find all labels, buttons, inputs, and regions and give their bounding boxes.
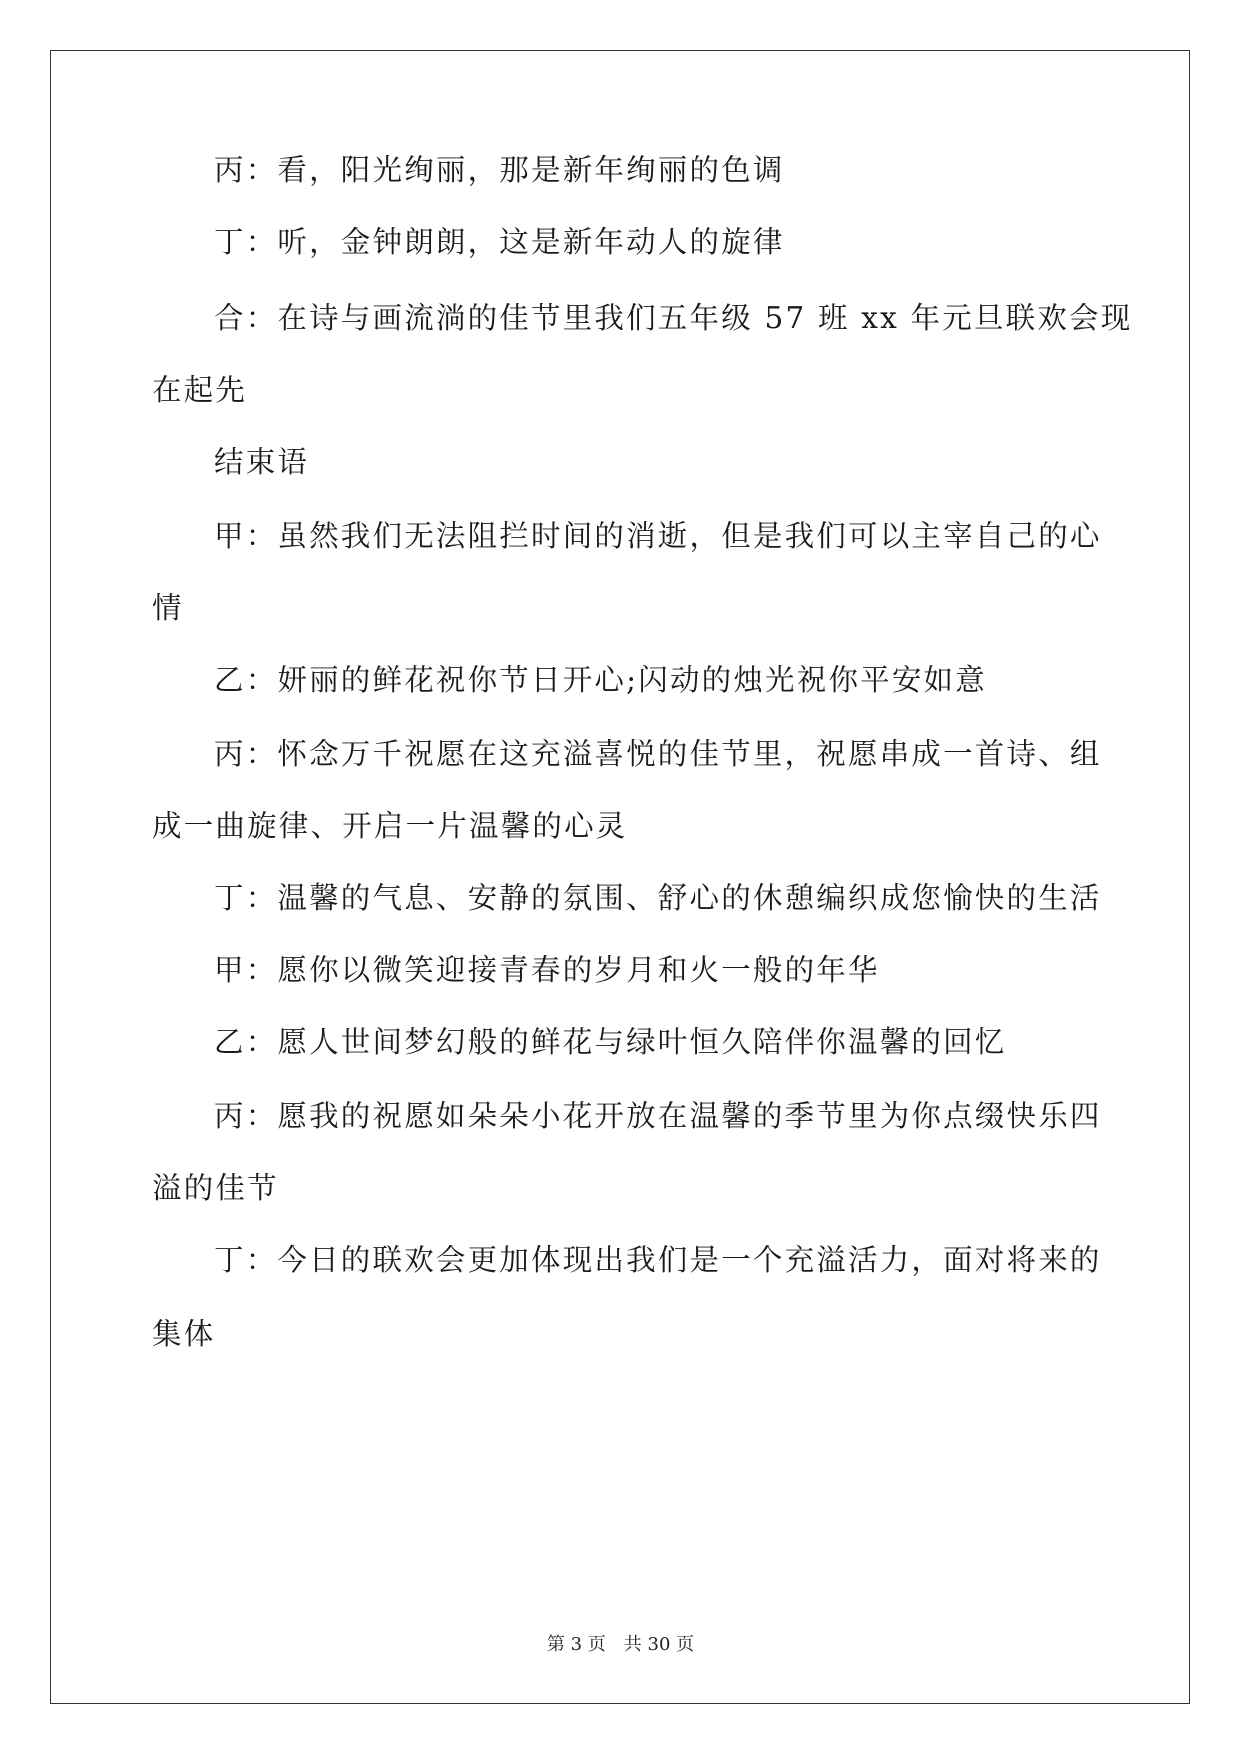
line-15: 溢的佳节 [152,1171,279,1205]
line-11: 丁：温馨的气息、安静的氛围、舒心的休憩编织成您愉快的生活 [214,881,1102,915]
line-1: 丙：看，阳光绚丽，那是新年绚丽的色调 [214,153,785,187]
line-10: 成一曲旋律、开启一片温馨的心灵 [152,809,628,843]
line-14: 丙：愿我的祝愿如朵朵小花开放在温馨的季节里为你点缀快乐四 [214,1099,1102,1133]
line-9: 丙：怀念万千祝愿在这充溢喜悦的佳节里，祝愿串成一首诗、组 [214,737,1102,771]
line-13: 乙：愿人世间梦幻般的鲜花与绿叶恒久陪伴你温馨的回忆 [214,1025,1007,1059]
line-8: 乙：妍丽的鲜花祝你节日开心;闪动的烛光祝你平安如意 [214,663,987,697]
line-4: 在起先 [152,373,248,407]
page-number: 第 3 页 共 30 页 [546,1634,695,1655]
line-6: 甲：虽然我们无法阻拦时间的消逝，但是我们可以主宰自己的心 [214,519,1102,553]
line-16: 丁：今日的联欢会更加体现出我们是一个充溢活力，面对将来的 [214,1243,1102,1277]
line-3: 合：在诗与画流淌的佳节里我们五年级 57 班 xx 年元旦联欢会现 [214,301,1133,335]
line-2: 丁：听，金钟朗朗，这是新年动人的旋律 [214,225,785,259]
line-12: 甲：愿你以微笑迎接青春的岁月和火一般的年华 [214,953,880,987]
line-17: 集体 [152,1317,216,1351]
line-7: 情 [152,591,184,625]
section-heading: 结束语 [214,445,310,479]
